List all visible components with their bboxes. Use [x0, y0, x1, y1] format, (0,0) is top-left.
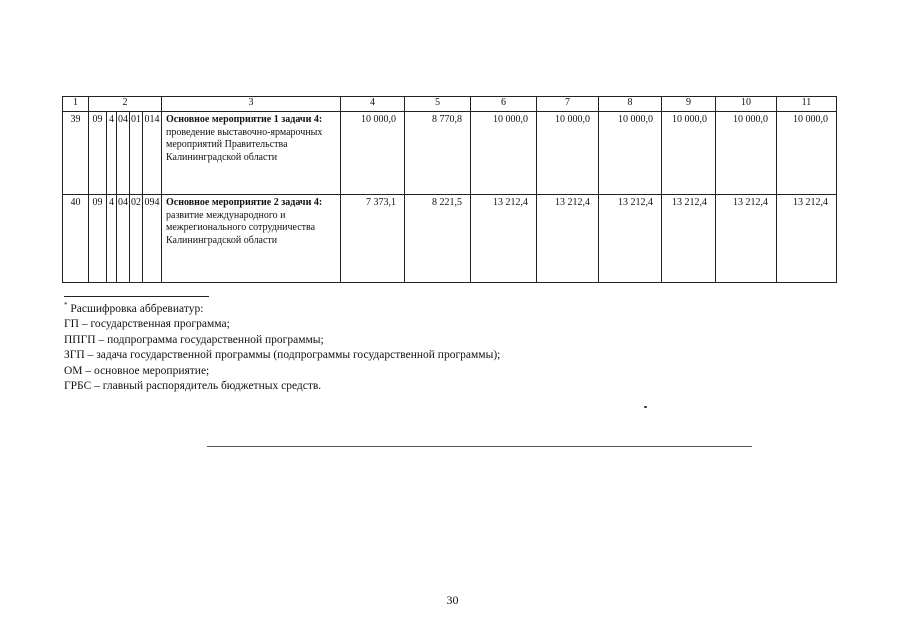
header-cell: 4: [341, 97, 405, 112]
footnote-item: ОМ – основное мероприятие;: [64, 364, 210, 377]
header-cell: 6: [471, 97, 537, 112]
end-of-document-line: [207, 446, 752, 447]
header-cell: 1: [63, 97, 89, 112]
page-number: 30: [446, 593, 459, 607]
value-cell: 10 000,0: [599, 112, 662, 195]
header-cell: 9: [662, 97, 716, 112]
code-cell: 4: [107, 195, 117, 283]
footnote-heading-line: [64, 298, 500, 317]
activity-description: [162, 195, 341, 283]
value-cell: 10 000,0: [662, 112, 716, 195]
footnote-heading: Расшифровка аббревиатур:: [70, 302, 204, 315]
abbreviation-footnotes: [64, 298, 500, 395]
value-cell: 10 000,0: [341, 112, 405, 195]
activity-title: Основное мероприятие 2 задачи 4:: [166, 197, 323, 208]
header-cell: 8: [599, 97, 662, 112]
value-cell: 13 212,4: [599, 195, 662, 283]
value-cell: 10 000,0: [716, 112, 777, 195]
budget-table: [62, 96, 837, 283]
activity-text: проведение выставочно-ярмарочных мероприятий Правительства Калининградской области: [166, 126, 323, 163]
value-cell: 10 000,0: [471, 112, 537, 195]
header-cell: 2: [89, 97, 162, 112]
value-cell: 13 212,4: [716, 195, 777, 283]
value-cell: 8 770,8: [405, 112, 471, 195]
code-cell: 09: [89, 112, 107, 195]
table-row: [63, 112, 837, 195]
footnote-item: ГП – государственная программа;: [64, 318, 230, 331]
value-cell: 8 221,5: [405, 195, 471, 283]
header-cell: 10: [716, 97, 777, 112]
row-number: 39: [63, 112, 89, 195]
footnote-marker: *: [64, 301, 68, 309]
value-cell: 13 212,4: [777, 195, 837, 283]
code-cell: 09: [89, 195, 107, 283]
header-cell: 7: [537, 97, 599, 112]
activity-description: [162, 112, 341, 195]
code-cell: 4: [107, 112, 117, 195]
activity-title: Основное мероприятие 1 задачи 4:: [166, 114, 323, 125]
code-cell: 04: [117, 112, 130, 195]
value-cell: 10 000,0: [777, 112, 837, 195]
row-number: 40: [63, 195, 89, 283]
activity-text: развитие международного и межрегионального сотрудничества Калининградской области: [166, 209, 316, 246]
value-cell: 10 000,0: [537, 112, 599, 195]
header-cell: 5: [405, 97, 471, 112]
value-cell: 7 373,1: [341, 195, 405, 283]
code-cell: 094: [143, 195, 162, 283]
footnote-item: ЗГП – задача государственной программы (подпрограммы государственной программы);: [64, 349, 501, 362]
footnote-item: ППГП – подпрограмма государственной программы;: [64, 333, 324, 346]
value-cell: 13 212,4: [537, 195, 599, 283]
code-cell: 01: [130, 112, 143, 195]
value-cell: 13 212,4: [662, 195, 716, 283]
value-cell: 13 212,4: [471, 195, 537, 283]
table-row: [63, 195, 837, 283]
header-cell: 11: [777, 97, 837, 112]
scan-speck: [644, 406, 647, 408]
code-cell: 014: [143, 112, 162, 195]
header-cell: 3: [162, 97, 341, 112]
table-header-row: [63, 97, 837, 112]
code-cell: 02: [130, 195, 143, 283]
footnote-divider: [64, 296, 209, 297]
footnote-item: ГРБС – главный распорядитель бюджетных средств.: [64, 380, 322, 393]
code-cell: 04: [117, 195, 130, 283]
